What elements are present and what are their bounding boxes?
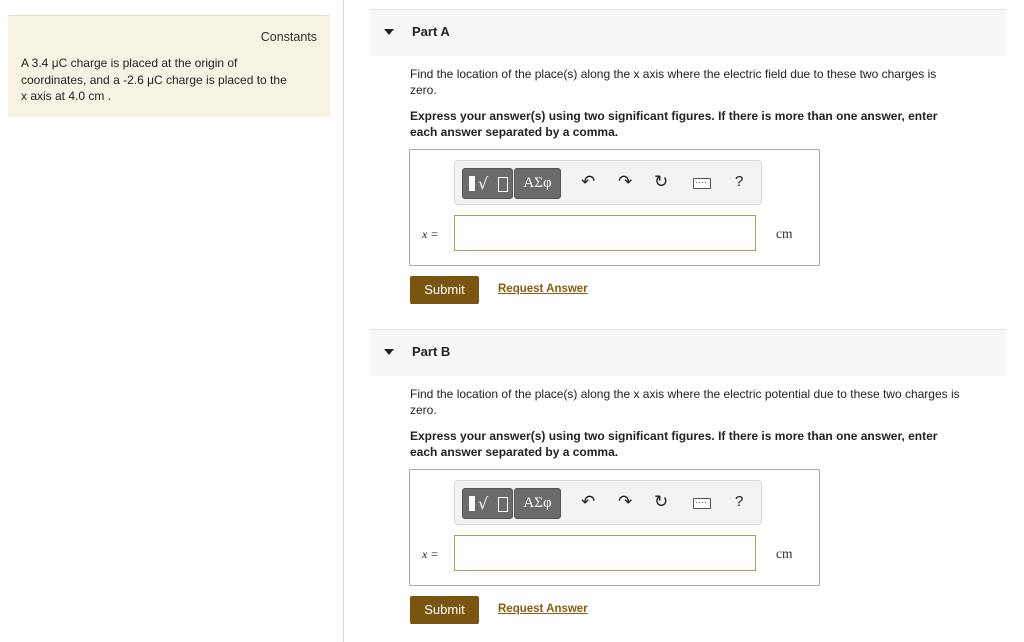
part-a-math-toolbar bbox=[454, 160, 762, 205]
part-b-request-answer-link[interactable]: Request Answer bbox=[498, 603, 588, 615]
math-template-icon[interactable]: √ bbox=[462, 488, 513, 519]
part-a-request-answer-link[interactable]: Request Answer bbox=[498, 283, 588, 295]
caret-down-icon[interactable] bbox=[384, 29, 394, 35]
part-a-variable-label: x = bbox=[422, 227, 439, 241]
reset-icon[interactable]: ↻ bbox=[654, 172, 669, 192]
part-b-answer-input[interactable] bbox=[454, 535, 756, 571]
part-a-answer-box bbox=[409, 149, 820, 266]
part-a-instruction-line-1: Express your answer(s) using two significant figures. If there is more than one answer, enter bbox=[410, 109, 938, 123]
keyboard-icon[interactable] bbox=[693, 498, 711, 509]
part-b-question bbox=[410, 386, 1005, 418]
part-a-title: Part A bbox=[412, 24, 450, 39]
keyboard-icon[interactable] bbox=[693, 178, 711, 189]
constants-line-1: A 3.4 μC charge is placed at the origin of bbox=[21, 56, 238, 70]
part-a-unit-label: cm bbox=[776, 226, 793, 241]
part-b-answer-box bbox=[409, 469, 820, 586]
help-icon[interactable]: ? bbox=[735, 493, 744, 510]
part-b-header[interactable] bbox=[370, 329, 1006, 376]
panel-divider bbox=[343, 0, 344, 642]
greek-symbols-icon[interactable]: ΑΣφ bbox=[514, 488, 561, 519]
constants-line-2: coordinates, and a -2.6 μC charge is placed to the bbox=[21, 72, 287, 87]
constants-line-3: x axis at 4.0 cm . bbox=[21, 89, 112, 103]
part-a-answer-input[interactable] bbox=[454, 215, 756, 251]
part-b-math-toolbar bbox=[454, 480, 762, 525]
redo-icon[interactable]: ↷ bbox=[618, 492, 633, 512]
part-b-question-line-1: Find the location of the place(s) along the x axis where the electric potential due to these two charges is bbox=[410, 387, 960, 401]
part-b-instruction bbox=[410, 428, 1005, 460]
math-template-icon[interactable]: √ bbox=[462, 168, 513, 199]
constants-text bbox=[21, 55, 326, 105]
part-a-question bbox=[410, 66, 1005, 98]
part-b-question-line-2: zero. bbox=[410, 403, 437, 417]
undo-icon[interactable]: ↶ bbox=[581, 492, 596, 512]
part-a-instruction-line-2: each answer separated by a comma. bbox=[410, 125, 619, 139]
part-b-submit-button[interactable]: Submit bbox=[410, 596, 479, 624]
part-b-instruction-line-2: each answer separated by a comma. bbox=[410, 445, 619, 459]
undo-icon[interactable]: ↶ bbox=[581, 172, 596, 192]
part-b-title: Part B bbox=[412, 344, 451, 359]
reset-icon[interactable]: ↻ bbox=[654, 492, 669, 512]
part-a-question-line-1: Find the location of the place(s) along the x axis where the electric field due to these two charges is bbox=[410, 67, 937, 81]
part-a-submit-button[interactable]: Submit bbox=[410, 276, 479, 304]
redo-icon[interactable]: ↷ bbox=[618, 172, 633, 192]
part-b-instruction-line-1: Express your answer(s) using two significant figures. If there is more than one answer, enter bbox=[410, 429, 938, 443]
part-a-instruction bbox=[410, 108, 1005, 140]
part-b-variable-label: x = bbox=[422, 547, 439, 561]
part-a-question-line-2: zero. bbox=[410, 83, 437, 97]
constants-panel bbox=[8, 15, 330, 117]
greek-symbols-icon[interactable]: ΑΣφ bbox=[514, 168, 561, 199]
constants-title[interactable]: Constants bbox=[260, 30, 317, 44]
help-icon[interactable]: ? bbox=[735, 173, 744, 190]
part-a-header[interactable] bbox=[370, 9, 1006, 56]
caret-down-icon[interactable] bbox=[384, 349, 394, 355]
part-b-unit-label: cm bbox=[776, 546, 793, 561]
